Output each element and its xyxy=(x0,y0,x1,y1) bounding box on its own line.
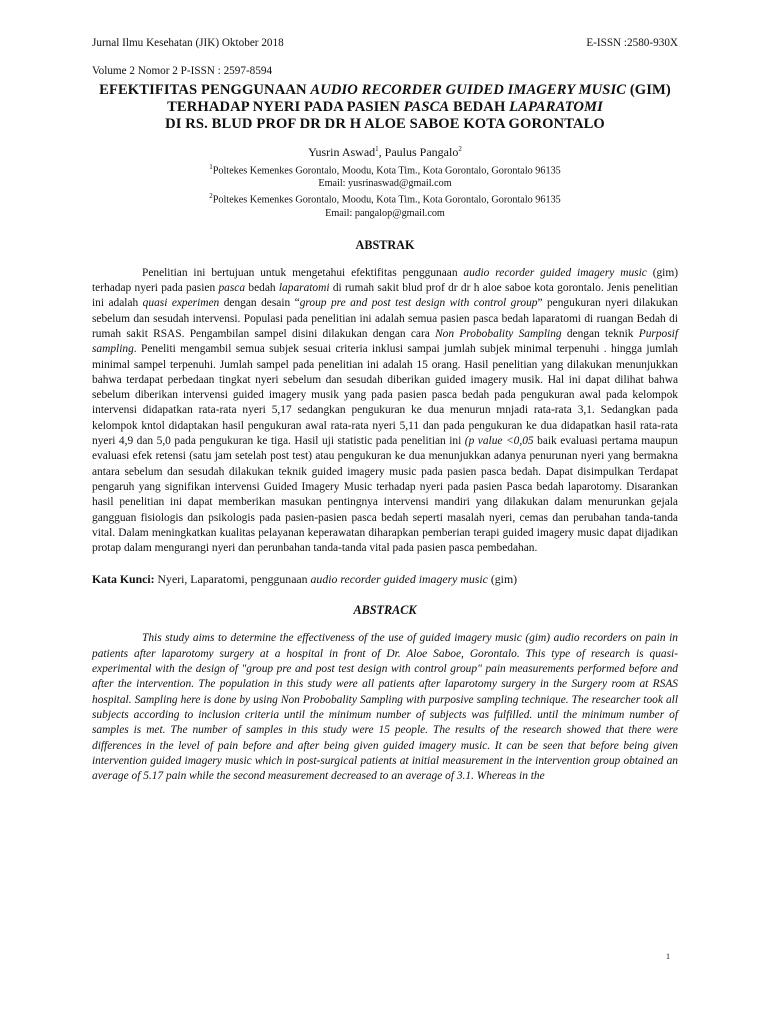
abs-italic: Non Probobality Sampling xyxy=(435,327,562,340)
abs-italic: (p value <0,05 xyxy=(464,435,534,448)
affiliation-2 xyxy=(92,190,678,206)
title-part: EFEKTIFITAS PENGGUNAAN xyxy=(99,82,311,98)
author-sup: 2 xyxy=(458,145,462,153)
title-location: DI RS. BLUD PROF DR DR H ALOE SABOE KOTA GORONTALO xyxy=(165,116,605,132)
eissn: E-ISSN :2580-930X xyxy=(586,37,678,49)
abs-text: (gim) terhadap nyeri pada pasien xyxy=(92,266,679,295)
abs-italic: group pre and post test design with control group xyxy=(299,297,538,310)
abs-text: dengan teknik xyxy=(561,327,639,340)
abstrak-body xyxy=(92,266,678,557)
title-italic: AUDIO RECORDER GUIDED IMAGERY MUSIC xyxy=(310,82,627,98)
abs-italic: quasi experimen xyxy=(142,297,220,310)
keywords-text: Nyeri, Laparatomi, penggunaan xyxy=(154,572,311,587)
abs-text: ” pengukuran nyeri dilakukan sebelum dan sesudah intervensi. Populasi pada penelitian ini adalah semua pasien pasca bedah laparatomi di ruangan Bedah di rumah sakit RSAS. Pengambilan sampel disini dilakukan dengan cara xyxy=(92,297,679,340)
author-separator: , xyxy=(378,145,385,159)
journal-name: Jurnal Ilmu Kesehatan (JIK) Oktober 2018 xyxy=(92,37,284,49)
paper-page xyxy=(92,36,678,796)
abstrak-heading: ABSTRAK xyxy=(355,237,415,252)
abs-text: Penelitian ini bertujuan untuk mengetahui efektifitas penggunaan xyxy=(142,266,464,279)
affil-text: Poltekes Kemenkes Gorontalo, Moodu, Kota Tim., Kota Gorontalo, Gorontalo 96135 xyxy=(212,165,561,177)
abs-text: . Peneliti mengambil semua subjek sesuai criteria inklusi sampai jumlah subjek minimal terpenuhi . hingga jumlah minimal sampel terpenuhi. Jumlah sampel pada penelitian ini adalah 15 orang. Hasil penelitian yang dilakukan menunjukkan bahwa terdapat perbedaan tingkat nyeri sebelum dan sesudah diberikan guided imagery musik. Hal ini dapat dilihat bahwa sebelum diberikan intervensi guided imagery musik yang pada pasien pasca bedah pada pengukuran awal pada kelompok intervensi didapatkan rata-rata nyeri 5,17 sedangkan pengukuran ke dua menurun mnjadi rata-rata 3,1. Sedangkan pada kelompok kntol didaptakan hasil pengukuran awal rata-rata nyeri 5,11 dan pada pengukuran ke dua didapatkan hasil rata-rata nyeri 4,9 dan 5,0 pada pengukuran ke tiga. Hasil uji statistic pada penelitian ini xyxy=(92,343,678,448)
email-1: Email: yusrinaswad@gmail.com xyxy=(318,178,452,190)
volume-line: Volume 2 Nomor 2 P-ISSN : 2597-8594 xyxy=(92,65,273,77)
abs-text: dengan desain “ xyxy=(219,297,300,310)
author-list xyxy=(92,142,678,159)
keywords-italic: audio recorder guided imagery music xyxy=(310,572,488,587)
keywords-end: (gim) xyxy=(487,572,518,587)
abstract-heading: ABSTRACK xyxy=(353,603,417,618)
abs-italic: audio recorder guided imagery music xyxy=(463,266,647,279)
author-name: Paulus Pangalo xyxy=(384,145,459,159)
email-2: Email: pangalop@gmail.com xyxy=(325,207,445,219)
affil-sup: 1 xyxy=(209,163,213,171)
title-italic: LAPARATOMI xyxy=(509,99,603,115)
abs-text: bedah xyxy=(245,282,279,295)
keywords-label: Kata Kunci: xyxy=(92,572,155,587)
abs-text: baik evaluasi pertama maupun evaluasi efek retensi (satu jam setelah post test) atau pengukuran ke dua menunjukkan adanya penurunan nyeri yang bermakna antara sebelum dan sesudah dilakukan teknik guided imagery music pada pasien pasca bedah. Dapat disimpulkan Terdapat pengaruh yang signifikan intervensi Guided Imagery Music terhadap nyeri pada pasien Pasca bedah laparotomy. Disarankan hasil penelitian ini dapat memberikan masukan pentingnya intervensi mandiri yang dilakukan dalam menurunkan gejala gangguan fisiologis dan psikologis pada pasien-pasien pasca bedah seperti masalah nyeri, cemas dan perubahan tanda-tanda vital. Dalam meningkatkan kualitas pelayanan keperawatan diharapkan pemberian terapi guided imagery music dapat dijadikan protap dalam mengurangi nyeri dan perunbahan tanda-tanda vital pada pasien pasca pembedahan. xyxy=(92,435,678,555)
affiliation-1 xyxy=(92,161,678,177)
author-sup: 1 xyxy=(375,145,379,153)
abstract-body: This study aims to determine the effectiveness of the use of guided imagery music (gim) audio recorders on pain in patients after laparotomy surgery at a hospital in front of Dr. Aloe Saboe, Gorontalo. This type of research is quasi-experimental with the design of "group pre and post test design with control group" pain measurements performed before and after the intervention. The population in this study were all patients after laparotomy surgery in the Surgery room at RSAS hospital. Sampling here is done by using Non Probobality Sampling with purposive sampling technique. The researcher took all subjects according to inclusion criteria until the minimum number of subjects was fulfilled. until the minimum number of samples is met. The number of samples in this study were 15 people. The results of the research showed that there were differences in the level of pain before and after being given guided imagery music. It can be seen that before being given intervention guided imagery music which in post-surgical patients at initial measurement in the intervention group obtained an average of 5.17 pain while the second measurement decreased to an average of 3.1. Whereas in the xyxy=(92,632,678,783)
title-part: (GIM) TERHADAP NYERI PADA PASIEN xyxy=(167,82,671,115)
affil-text: Poltekes Kemenkes Gorontalo, Moodu, Kota Tim., Kota Gorontalo, Gorontalo 96135 xyxy=(212,194,561,206)
paper-title xyxy=(92,82,678,133)
affiliations xyxy=(92,161,678,220)
abs-text: di rumah sakit blud prof dr dr h aloe saboe kota gorontalo. Jenis penelitian ini adalah xyxy=(92,282,679,310)
title-part: BEDAH xyxy=(449,99,510,115)
keywords xyxy=(92,572,678,587)
page-number: 1 xyxy=(666,952,670,961)
abs-italic: laparatomi xyxy=(278,282,330,295)
author-name: Yusrin Aswad xyxy=(308,145,376,159)
affil-sup: 2 xyxy=(209,192,213,201)
abs-italic: pasca xyxy=(218,282,246,295)
abs-italic: Purposif sampling xyxy=(92,327,678,356)
title-italic: PASCA xyxy=(403,99,450,115)
running-header xyxy=(92,36,678,50)
